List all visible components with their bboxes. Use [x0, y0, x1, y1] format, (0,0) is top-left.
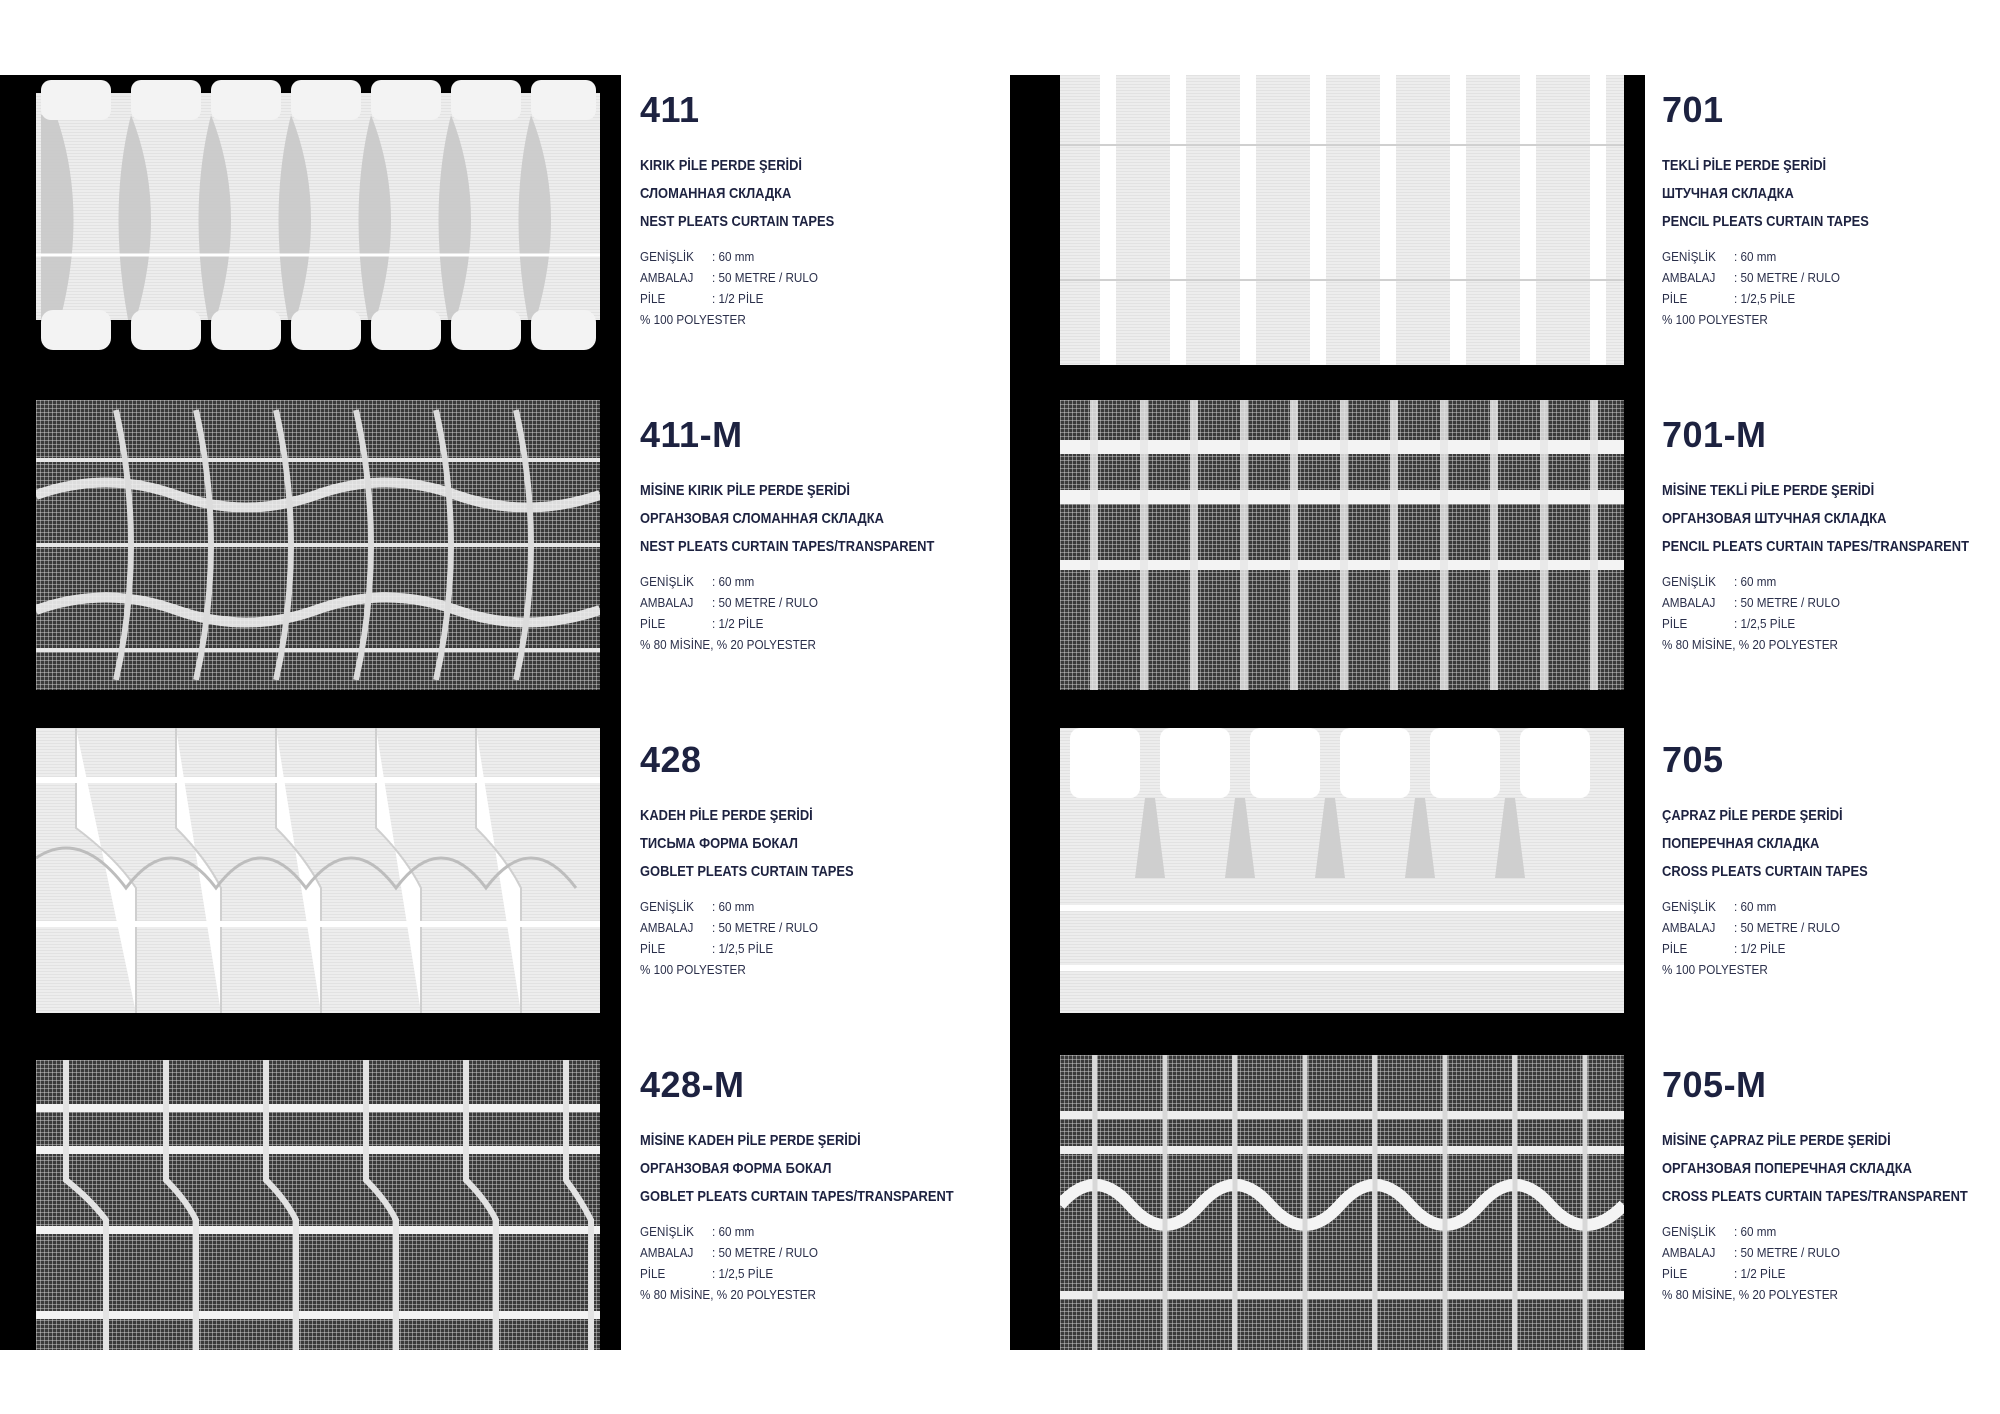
product-name-tr: KIRIK PİLE PERDE ŞERİDİ — [640, 157, 803, 174]
spec-width-value: : 60 mm — [1734, 1224, 1777, 1239]
spec-material: % 80 MİSİNE, % 20 POLYESTER — [1662, 637, 1839, 652]
product-name-tr: KADEH PİLE PERDE ŞERİDİ — [640, 807, 813, 824]
product-name-ru: ОРГАНЗОВАЯ СЛОМАННАЯ СКЛАДКА — [640, 510, 884, 527]
spec-pleat-value: : 1/2 PİLE — [712, 291, 764, 306]
product-name-en: CROSS PLEATS CURTAIN TAPES/TRANSPARENT — [1662, 1188, 1968, 1205]
product-name-en: PENCIL PLEATS CURTAIN TAPES/TRANSPARENT — [1662, 538, 1969, 555]
product-code: 428 — [640, 739, 702, 780]
product-name-en: CROSS PLEATS CURTAIN TAPES — [1662, 863, 1868, 880]
spec-pack-value: : 50 METRE / RULO — [712, 270, 818, 285]
product-code: 701-M — [1662, 414, 1767, 455]
spec-pack-value: : 50 METRE / RULO — [712, 920, 818, 935]
product-name-tr: TEKLİ PİLE PERDE ŞERİDİ — [1662, 157, 1827, 174]
spec-width-value: : 60 mm — [1734, 249, 1777, 264]
spec-material: % 100 POLYESTER — [1662, 312, 1768, 327]
spec-pleat-label: PİLE — [1662, 941, 1688, 956]
product-specs — [1662, 896, 2000, 980]
spec-pack-value: : 50 METRE / RULO — [1734, 1245, 1840, 1260]
product-name-en: GOBLET PLEATS CURTAIN TAPES/TRANSPARENT — [640, 1188, 954, 1205]
spec-pack-value: : 50 METRE / RULO — [1734, 595, 1840, 610]
product-code: 428-M — [640, 1064, 745, 1105]
product-name-ru: ОРГАНЗОВАЯ ФОРМА БОКАЛ — [640, 1160, 832, 1177]
tape-photo-428-m — [36, 1060, 600, 1350]
product-info-701-m — [1662, 415, 2000, 655]
spec-pleat-label: PİLE — [640, 941, 666, 956]
spec-pleat-label: PİLE — [1662, 616, 1688, 631]
product-name-en: NEST PLEATS CURTAIN TAPES — [640, 213, 835, 230]
spec-pack-value: : 50 METRE / RULO — [712, 595, 818, 610]
spec-width-label: GENİŞLİK — [1662, 1224, 1716, 1239]
tape-photo-701-m — [1060, 400, 1624, 690]
spec-width-label: GENİŞLİK — [1662, 899, 1716, 914]
tape-photo-705-m — [1060, 1055, 1624, 1350]
spec-material: % 100 POLYESTER — [640, 962, 746, 977]
spec-pack-value: : 50 METRE / RULO — [1734, 920, 1840, 935]
spec-width-value: : 60 mm — [712, 574, 755, 589]
product-specs — [640, 571, 980, 655]
product-name-tr: MİSİNE KADEH PİLE PERDE ŞERİDİ — [640, 1132, 861, 1149]
product-specs — [640, 1221, 980, 1305]
spec-pleat-label: PİLE — [1662, 291, 1688, 306]
tape-photo-428 — [36, 728, 600, 1013]
product-info-705-m — [1662, 1065, 2000, 1305]
product-specs — [640, 246, 980, 330]
spec-width-value: : 60 mm — [1734, 899, 1777, 914]
spec-pack-label: AMBALAJ — [1662, 1245, 1716, 1260]
spec-material: % 80 MİSİNE, % 20 POLYESTER — [1662, 1287, 1839, 1302]
product-name-tr: MİSİNE ÇAPRAZ PİLE PERDE ŞERİDİ — [1662, 1132, 1891, 1149]
spec-pleat-label: PİLE — [640, 291, 666, 306]
product-info-411 — [640, 90, 980, 330]
product-name-ru: ОРГАНЗОВАЯ ПОПЕРЕЧНАЯ СКЛАДКА — [1662, 1160, 1912, 1177]
product-info-701 — [1662, 90, 2000, 330]
spec-width-value: : 60 mm — [712, 899, 755, 914]
product-info-411-m — [640, 415, 980, 655]
spec-pleat-value: : 1/2 PİLE — [1734, 1266, 1786, 1281]
spec-pack-label: AMBALAJ — [640, 270, 694, 285]
product-name-ru: ПОПЕРЕЧНАЯ СКЛАДКА — [1662, 835, 1820, 852]
product-info-428-m — [640, 1065, 980, 1305]
spec-pleat-label: PİLE — [640, 1266, 666, 1281]
product-info-428 — [640, 740, 980, 980]
tape-photo-705 — [1060, 728, 1624, 1013]
product-info-705 — [1662, 740, 2000, 980]
spec-pack-label: AMBALAJ — [640, 920, 694, 935]
spec-pleat-value: : 1/2 PİLE — [1734, 941, 1786, 956]
tape-photo-411 — [36, 75, 600, 360]
product-name-tr: MİSİNE KIRIK PİLE PERDE ŞERİDİ — [640, 482, 851, 499]
spec-pack-value: : 50 METRE / RULO — [1734, 270, 1840, 285]
spec-width-value: : 60 mm — [712, 1224, 755, 1239]
spec-material: % 100 POLYESTER — [1662, 962, 1768, 977]
spec-width-label: GENİŞLİK — [640, 574, 694, 589]
product-name-ru: СЛОМАННАЯ СКЛАДКА — [640, 185, 792, 202]
product-name-en: NEST PLEATS CURTAIN TAPES/TRANSPARENT — [640, 538, 935, 555]
product-code: 411 — [640, 89, 700, 130]
tape-photo-411-m — [36, 400, 600, 690]
spec-width-label: GENİŞLİK — [640, 899, 694, 914]
spec-width-value: : 60 mm — [712, 249, 755, 264]
spec-width-label: GENİŞLİK — [640, 249, 694, 264]
spec-pleat-label: PİLE — [1662, 1266, 1688, 1281]
product-name-ru: ТИСЬМА ФОРМА БОКАЛ — [640, 835, 798, 852]
product-code: 701 — [1662, 89, 1724, 130]
spec-width-label: GENİŞLİK — [1662, 249, 1716, 264]
spec-pleat-value: : 1/2,5 PİLE — [1734, 616, 1796, 631]
spec-pleat-value: : 1/2 PİLE — [712, 616, 764, 631]
spec-pleat-value: : 1/2,5 PİLE — [712, 1266, 774, 1281]
spec-material: % 100 POLYESTER — [640, 312, 746, 327]
spec-width-label: GENİŞLİK — [640, 1224, 694, 1239]
product-specs — [1662, 1221, 2000, 1305]
spec-width-value: : 60 mm — [1734, 574, 1777, 589]
spec-pleat-value: : 1/2,5 PİLE — [1734, 291, 1796, 306]
spec-pleat-value: : 1/2,5 PİLE — [712, 941, 774, 956]
product-specs — [1662, 571, 2000, 655]
product-code: 411-M — [640, 414, 743, 455]
tape-photo-701 — [1060, 75, 1624, 365]
product-code: 705-M — [1662, 1064, 1767, 1105]
product-specs — [640, 896, 980, 980]
spec-width-label: GENİŞLİK — [1662, 574, 1716, 589]
spec-pack-label: AMBALAJ — [1662, 920, 1716, 935]
product-code: 705 — [1662, 739, 1724, 780]
product-name-tr: ÇAPRAZ PİLE PERDE ŞERİDİ — [1662, 807, 1843, 824]
spec-pack-label: AMBALAJ — [640, 1245, 694, 1260]
product-name-ru: ОРГАНЗОВАЯ ШТУЧНАЯ СКЛАДКА — [1662, 510, 1887, 527]
spec-pleat-label: PİLE — [640, 616, 666, 631]
product-name-ru: ШТУЧНАЯ СКЛАДКА — [1662, 185, 1794, 202]
spec-material: % 80 MİSİNE, % 20 POLYESTER — [640, 637, 817, 652]
product-name-en: PENCIL PLEATS CURTAIN TAPES — [1662, 213, 1869, 230]
product-name-tr: MİSİNE TEKLİ PİLE PERDE ŞERİDİ — [1662, 482, 1875, 499]
spec-pack-label: AMBALAJ — [1662, 595, 1716, 610]
spec-pack-label: AMBALAJ — [1662, 270, 1716, 285]
spec-material: % 80 MİSİNE, % 20 POLYESTER — [640, 1287, 817, 1302]
product-specs — [1662, 246, 2000, 330]
spec-pack-value: : 50 METRE / RULO — [712, 1245, 818, 1260]
product-name-en: GOBLET PLEATS CURTAIN TAPES — [640, 863, 854, 880]
spec-pack-label: AMBALAJ — [640, 595, 694, 610]
